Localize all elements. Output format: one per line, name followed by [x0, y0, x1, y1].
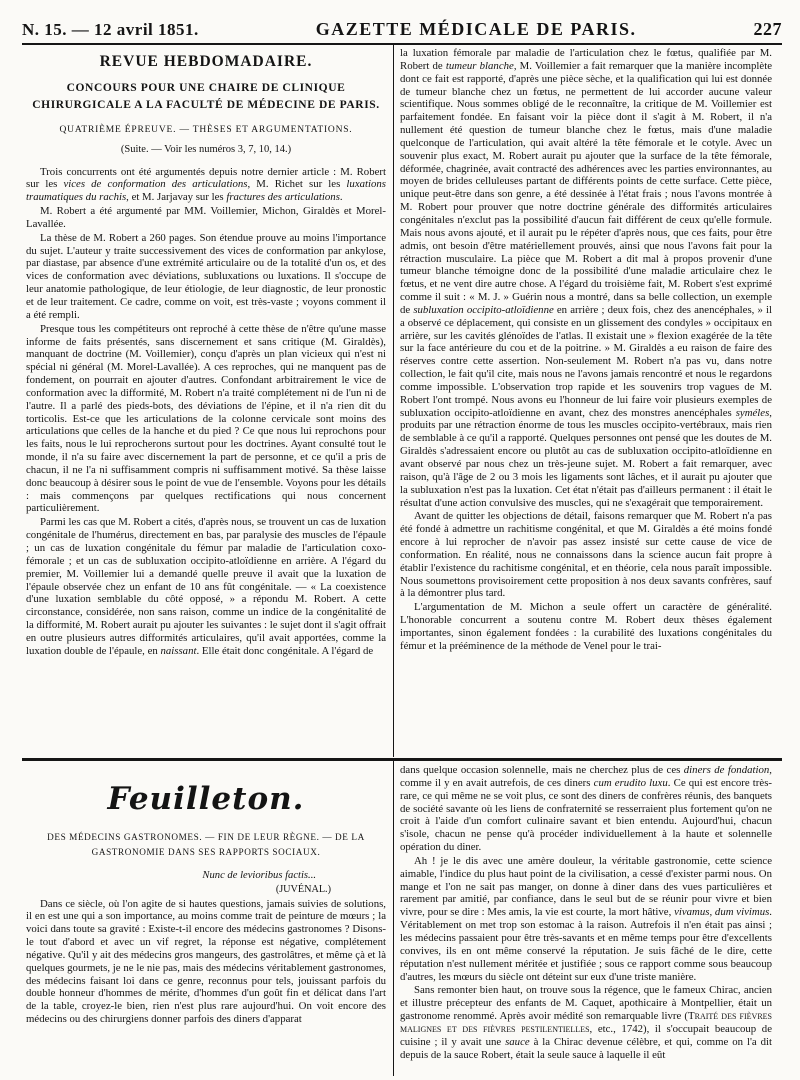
epigraph-source: (JUVÉNAL.) [275, 883, 331, 895]
column-bottom-right [400, 764, 772, 1077]
journal-title: GAZETTE MÉDICALE DE PARIS. [315, 19, 637, 39]
page-header [22, 14, 782, 40]
feuilleton-subtitle: DES MÉDECINS GASTRONOMES. — FIN DE LEUR RÈGNE. — DE LA GASTRONOMIE DANS SES RAPPORTS SOCIAUX. [47, 831, 365, 857]
column-top-left [26, 46, 386, 756]
column-bottom-left [26, 763, 386, 1077]
column-divider-top [393, 45, 394, 757]
feuilleton-text-left: Dans ce siècle, où l'on agite de si hautes questions, jamais suivies de solutions, il en est une qui a son importance, au moins comme trait de peinture de mœurs ; la voici dans toute sa gravité : Existe-t-il encore des médecins gastronomes ? Disons-le tout d'abord et avec un vif regret, la réponse est négative, complétement négative. Qu'il y ait des médecins gros mangeurs, des gastrolâtres, et même çà et là quelques gourmets, je ne le nie pas, mais des médecins véritablement gastronomes, des médecins faisant loi dans ce genre, reconnus pour tels, jouissant parfois du double honneur d'hommes de mérite, d'hommes d'un goût fin et délicat dans l'art de la table, croyez-le bien, rien n'est plus rare aujourd'hui. On voit encore des médecins ou des chirurgiens donner parfois des diners d'apparat [26, 897, 386, 1026]
epigraph: Nunc de levioribus factis... [202, 869, 316, 881]
article-text-left: Trois concurrents ont été argumentés depuis notre dernier article : M. Robert sur les vices de conformation des articulations, M. Richet sur les luxations traumatiques du rachis, et M. Jarjavay sur les fractures des articulations. M. Robert a été argumenté par MM. Voillemier, Michon, Giraldès et Morel-Lavallée. La thèse de M. Robert a 260 pages. Son étendue prouve au moins l'importance du sujet. L'auteur y traite successivement des vices de conformation par ankylose, par diastase, par absence d'une extrémité articulaire ou de la totalité d'un os, et des vices de conformation avec déviations, subluxations ou luxations. Il s'occupe de leur anatomie pathologique, de leur étiologie, de leur diagnostic, de leur pronostic et de leur traitement. Ce cadre, comme on voit, est très-vaste ; voyons comment il a été rempli. Presque tous les compétiteurs ont reproché à cette thèse de n'être qu'une masse informe de faits présentés, sans discernement et sans critique (M. Giraldès), manquant de doctrine (M. Voillemier), conçu d'après un plan vicieux qui n'est ni spécial ni général (M. Morel-Lavallée). A ces reproches, qui ne manquent pas de fondement, on pourrait en ajouter d'autres. Confondant arbitrairement le vice de conformation avec la difformité, M. Robert n'a traité complétement ni de l'un ni de l'autre. Il a parlé des pieds-bots, des déviations de l'épine, et il n'a rien dit du torticolis. Est-ce que les articulations de la colonne cervicale sont moins des articulations que celles de la hanche et du pied ? Ce que nous lui reprochons pour les faits, nous le lui reprocherons surtout pour les doctrines. Ayant consulté tout le monde, il n'a su faire avec discernement la part de personne, et ce qu'il a pris de chacun, il ne l'a ni suffisamment compris ni suffisamment motivé. Sa thèse laisse donc beaucoup à désirer sous le point de vue de l'ensemble. Voyons pour les détails : mais commençons par quelques rectifications qui nous concernent particulièrement. Parmi les cas que M. Robert a cités, d'après nous, se trouvent un cas de luxation congénitale de l'humérus, directement en bas, par paralysie des muscles de l'épaule ; un cas de luxation congénitale du fémur par maladie de l'articulation coxo-fémorale ; et un cas de subluxation occipito-atloïdienne en arrière. A l'égard du premier, M. Voillemier lui a demandé quelle preuve il avait que la luxation de l'épaule observée chez un enfant de 10 ans fût congénitale. — « La coexistence d'une luxation semblable du côté opposé, » a répondu M. Robert. A cette circonstance, considérée, non sans raison, comme un indice de la congénitalité de la difformité, M. Robert aurait pu ajouter les suivantes : le sujet dont il s'agit offrait en outre plusieurs autres difformités articulaires, qu'il avait apportées, comme la luxation double de l'épaule, en naissant. Elle était donc congénitale. A l'égard de [26, 165, 386, 657]
page-number: 227 [753, 19, 782, 39]
feuilleton-rule [22, 758, 782, 761]
header-rule [22, 43, 782, 45]
issue-number: N. 15. — 12 avril 1851. [22, 20, 199, 39]
feuilleton-text-right: dans quelque occasion solennelle, mais ne cherchez plus de ces diners de fondation, comme il y en avait autrefois, de ces diners cum erudito luxu. Ce qui est encore très-rare, ce qui même ne se voit plus, ce sont des diners de confrères réunis, des banquets de société savante où les liens de confraternité se resserraient plus fortement qu'on ne croit à l'aide d'un comfort culinaire savant et bien entendu. Aujourd'hui, chacun s'isole, chacun ne pense qu'à procéder individuellement à la haute et solennelle opération du diner. Ah ! je le dis avec une amère douleur, la véritable gastronomie, cette science aimable, l'indice du plus haut point de la civilisation, a cessé d'exister parmi nous. On mange et l'on ne sait pas manger, on donne à diner dans des vues particulières et rarement par amitié, par confiance, dans le seul but de se réunir pour vivre et bien vivre, pour se dire : Mes amis, la vie est courte, la mort hâtive, vivamus, dum vivimus. Véritablement on met trop son estomac à la raison. Autrefois il n'en était pas ainsi ; les médecins passaient pour être très-savants et en même temps pour être d'excellents convives, ils en ont même conservé la réputation. Je suis fâché de le dire, cette réputation n'est nullement méritée et justifiée ; sous ce rapport comme sous beaucoup d'autres, les mœurs du siècle ont déteint sur eux d'une triste manière. Sans remonter bien haut, on trouve sous la régence, que le fameux Chirac, ancien et illustre précepteur des enfants de M. Caquet, apothicaire à Montpellier, était un gastronome renommé. Après avoir médité son remarquable livre (Traité des fièvres malignes et des fièvres pestilentielles, etc., 1742), il s'occupait beaucoup de cuisine ; il y avait une sauce à la Chirac devenue célèbre, et qui, comme on l'a dit depuis de la sauce Robert, était la seule sauce à laquelle il eût [400, 764, 772, 1061]
column-divider-bottom [393, 761, 394, 1076]
section-suite: (Suite. — Voir les numéros 3, 7, 10, 14.) [120, 143, 292, 155]
feuilleton-title: Feuilleton. [107, 781, 305, 817]
section-epreuve: QUATRIÈME ÉPREUVE. — THÈSES ET ARGUMENTATIONS. [59, 124, 353, 135]
article-text-right: la luxation fémorale par maladie de l'articulation chez le fœtus, qualifiée par M. Robert de tumeur blanche, M. Voillemier a fait remarquer que la manière incomplète dont ce fait est rapporté, d'après une pièce sèche, et la qualification qui lui est donnée de tumeur blanche chez un fœtus, ne permettent de lui accorder aucune valeur scientifique. Nous sommes obligé de le reconnaître, la critique de M. Voillemier est parfaitement fondée. En faisant voir la pièce dont il s'agit à M. Robert, il n'a nullement été question de tumeur blanche chez le fœtus, mais d'une maladie quelconque de l'articulation, qui avait altéré la tête fémorale et le cotyle. Avec un souvenir plus exact, M. Robert aurait pu ajouter que la surface de la tête fémorale, déformée, chagrinée, avait contracté des adhérences avec les parties environnantes, au moyen de brides celluleuses partant de différents points de cette surface. Cette pièce, unique peut-être dans son genre, a été dessinée à l'état frais ; nous l'avons montrée à M. Robert pour prouver que notre doctrine générale des difformités articulaires congénitales n'exclut pas la possibilité d'aucun fait différent de ceux qu'elle formule. Mais nous avons ajouté, et il aurait pu le répéter d'après nous, que ces faits, pour être admis, ont besoin d'être matériellement prouvés, ainsi que nous l'avons fait pour la rétraction musculaire. La pièce que M. Robert a dit mal à propos provenir d'une tumeur blanche témoigne donc de la possibilité d'une maladie articulaire chez le fœtus, et ne vent dire autre chose. A l'égard du troisième fait, M. Robert s'est exprimé comme il suit : « M. J. » Guérin nous a montré, dans sa belle collection, un exemple de subluxation occipito-atloïdienne en arrière ; deux fois, chez des anencéphales, » il a observé ce déplacement, qui consiste en un glissement des condyles » occipitaux en arrière, sur les cavités glénoïdes de l'atlas. Il existait une » flexion exagérée de la tête sur la face antérieure du cou et de la poitrine. » M. Giraldès a eu raison de faire des réserves contre cette assertion. Non-seulement M. Robert n'a pas vu, dans notre collection, le fait qu'il cite, mais nous ne l'avons jamais rencontré et nous le regardons comme impossible. L'observation trop rapide et les souvenirs trop vagues de M. Robert l'ont trompé. Nous avons eu l'honneur de lui faire voir plusieurs exemples de subluxation occipito-atloïdienne en avant, chez des monstres anencéphales syméles, produits par une rétraction énorme de tous les muscles occipito-vertébraux, mais rien de semblable à ce qu'il a rapporté. Quelques personnes ont pensé que les doutes de M. Giraldès s'adressaient encore ou plutôt au cas de subluxation occipito-atloïdienne en avant observé par nous chez un très-jeune sujet. M. Robert a fait remarquer, avec raison, qu'à l'âge de 2 ou 3 mois les ligaments sont lâches, et il aurait pu ajouter que la subluxation n'est pas la luxation. Cet état n'était pas d'ailleurs permanent : il était le résultat d'une action convulsive des muscles, qui ne s'exagérait que temporairement. Avant de quitter les objections de détail, faisons remarquer que M. Robert n'a pas été fondé à admettre un rachitisme congénital, et que M. Giraldès a été moins fondé encore à lui reprocher de n'avoir pas assez insisté sur cette cause de vice de conformation. En réalité, nous ne connaissons dans la science aucun fait propre à établir l'existence du rachitisme congénital, et en théorie, cela nous paraît impossible. Nous soumettons provisoirement cette proposition à nos deux savants confrères, sauf à la démontrer plus tard. L'argumentation de M. Michon a seule offert un caractère de généralité. L'honorable concurrent a soutenu contre M. Robert deux thèses également importantes, sinon également fondées : la curabilité des luxations congénitales du fémur et la prééminence de la méthode de Venel pour le trai- [400, 47, 772, 652]
column-top-right [400, 47, 772, 755]
section-subtitle: CONCOURS POUR UNE CHAIRE DE CLINIQUE CHIRURGICALE A LA FACULTÉ DE MÉDECINE DE PARIS. [32, 81, 380, 111]
section-title: REVUE HEBDOMADAIRE. [99, 53, 313, 70]
